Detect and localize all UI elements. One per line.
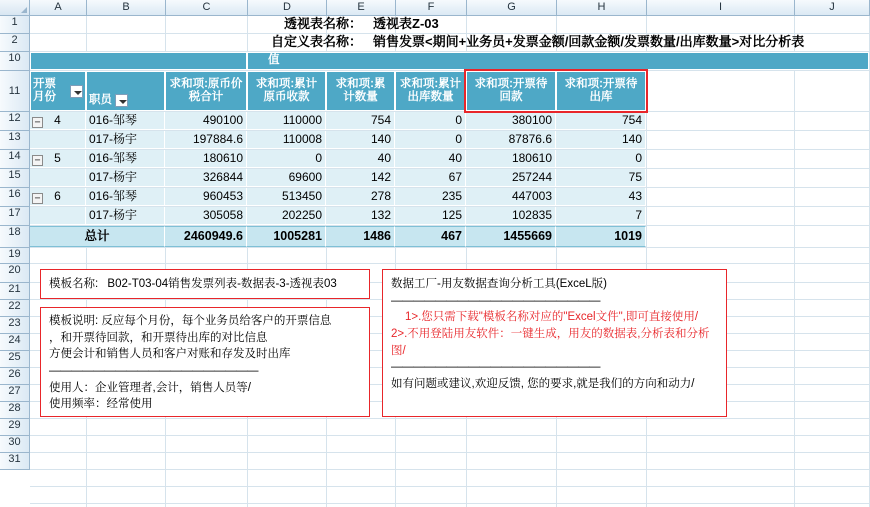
grand-total-cell: 1005281 <box>247 226 326 247</box>
table-cell: 180610 <box>165 150 247 168</box>
note-template-name-label: 模板名称: <box>49 278 99 290</box>
note-tool-red-line-1: 1>.您只需下载"模板名称对应的"Excel文件",即可直接使用/ <box>405 311 699 324</box>
row-header-12[interactable]: 12 <box>0 112 30 131</box>
column-header-a[interactable]: A <box>30 0 87 16</box>
pivot-table-name-value: 透视表Z-03 <box>373 16 439 32</box>
table-row-month-6 <box>30 207 86 225</box>
expand-collapse-icon-1[interactable]: − <box>32 117 43 128</box>
table-cell: 202250 <box>247 207 326 225</box>
table-cell: 102835 <box>466 207 556 225</box>
table-cell: 257244 <box>466 169 556 187</box>
table-cell: 0 <box>395 131 466 149</box>
grid-area <box>30 16 870 507</box>
table-cell: 305058 <box>165 207 247 225</box>
note-tool-info <box>382 269 727 417</box>
row-header-29[interactable]: 29 <box>0 419 30 436</box>
row-header-21[interactable]: 21 <box>0 283 30 300</box>
grand-total-cell: 1486 <box>326 226 395 247</box>
grand-total-cell: 2460949.6 <box>165 226 247 247</box>
table-cell: 278 <box>326 188 395 206</box>
column-header-f[interactable]: F <box>396 0 467 16</box>
grand-total-cell: 1019 <box>556 226 646 247</box>
row-header-26[interactable]: 26 <box>0 368 30 385</box>
pivot-col-header-2: 求和项:累计原币收款 <box>247 71 326 111</box>
table-cell: 110008 <box>247 131 326 149</box>
row-header-11[interactable]: 11 <box>0 71 30 112</box>
column-header-i[interactable]: I <box>647 0 795 16</box>
table-cell: 7 <box>556 207 646 225</box>
note-tool-separator-1: ——————————————————— <box>391 294 600 307</box>
row-header-10[interactable]: 10 <box>0 52 30 71</box>
note-desc-line-3: 方便会计和销售人员和客户对账和存发及时出库 <box>49 348 291 361</box>
pivot-rowfield-staff[interactable] <box>86 71 165 111</box>
row-header-13[interactable]: 13 <box>0 131 30 150</box>
custom-table-name-value: 销售发票<期间+业务员+发票金额/回款金额/发票数量/出库数量>对比分析表 <box>373 34 805 50</box>
column-header-h[interactable]: H <box>557 0 647 16</box>
table-cell: 960453 <box>165 188 247 206</box>
pivot-values-label: 值 <box>247 52 869 70</box>
table-row-month-1: 4 <box>30 112 86 130</box>
column-header-j[interactable]: J <box>795 0 870 16</box>
note-tool-footer: 如有问题或建议,欢迎反馈, 您的要求,就是我们的方向和动力/ <box>391 378 695 391</box>
column-header-e[interactable]: E <box>327 0 396 16</box>
grand-total-cell: 1455669 <box>466 226 556 247</box>
column-header-g[interactable]: G <box>467 0 557 16</box>
table-row-staff-2: 017-杨宇 <box>86 131 165 149</box>
expand-collapse-icon-2[interactable]: − <box>32 155 43 166</box>
expand-collapse-icon-3[interactable]: − <box>32 193 43 204</box>
table-row-staff-3: 016-邹琴 <box>86 150 165 168</box>
table-row-month-3: 5 <box>30 150 86 168</box>
note-desc-line-4: 使用人：企业管理者,会计，销售人员等/ <box>49 381 251 394</box>
row-header-19[interactable]: 19 <box>0 248 30 264</box>
row-header-16[interactable]: 16 <box>0 188 30 207</box>
table-cell: 326844 <box>165 169 247 187</box>
table-cell: 490100 <box>165 112 247 130</box>
pivot-rowfield-month-label: 开票月份 <box>33 77 56 103</box>
table-row-staff-1: 016-邹琴 <box>86 112 165 130</box>
row-header-17[interactable]: 17 <box>0 207 30 226</box>
grand-total-label: 总计 <box>30 226 165 247</box>
table-cell: 67 <box>395 169 466 187</box>
row-header-27[interactable]: 27 <box>0 385 30 402</box>
note-desc-line-2: ，和开票待回款，和开票待出库的对比信息 <box>49 331 268 344</box>
table-cell: 75 <box>556 169 646 187</box>
table-cell: 110000 <box>247 112 326 130</box>
table-cell: 0 <box>247 150 326 168</box>
row-header-20[interactable]: 20 <box>0 264 30 283</box>
row-header-column <box>0 16 30 470</box>
pivot-col-header-1: 求和项:原币价税合计 <box>165 71 247 111</box>
pivot-col-header-3: 求和项:累计数量 <box>326 71 395 111</box>
table-cell: 754 <box>326 112 395 130</box>
note-tool-separator-2: ——————————————————— <box>391 361 600 374</box>
pivot-col-header-5: 求和项:开票待回款 <box>466 71 556 111</box>
table-cell: 235 <box>395 188 466 206</box>
column-header-d[interactable]: D <box>248 0 327 16</box>
table-cell: 125 <box>395 207 466 225</box>
table-cell: 513450 <box>247 188 326 206</box>
table-cell: 142 <box>326 169 395 187</box>
pivot-col-header-6: 求和项:开票待出库 <box>556 71 646 111</box>
pivot-rowfield-corner-top <box>30 52 247 70</box>
note-tool-red-line-2: 2>.不用登陆用友软件：一键生成，用友的数据表,分析表和分析图/ <box>391 328 710 357</box>
row-header-31[interactable]: 31 <box>0 453 30 470</box>
column-header-c[interactable]: C <box>166 0 248 16</box>
table-cell: 447003 <box>466 188 556 206</box>
note-desc-line-5: 使用频率：经常使用 <box>49 398 153 411</box>
row-header-24[interactable]: 24 <box>0 334 30 351</box>
note-template-name <box>40 269 370 299</box>
table-row-month-2 <box>30 131 86 149</box>
table-cell: 40 <box>395 150 466 168</box>
column-header-b[interactable]: B <box>87 0 166 16</box>
table-cell: 40 <box>326 150 395 168</box>
note-template-description <box>40 307 370 417</box>
table-cell: 140 <box>556 131 646 149</box>
row-header-28[interactable]: 28 <box>0 402 30 419</box>
table-row-month-4 <box>30 169 86 187</box>
pivot-col-header-4: 求和项:累计出库数量 <box>395 71 466 111</box>
row-header-14[interactable]: 14 <box>0 150 30 169</box>
grand-total-cell: 467 <box>395 226 466 247</box>
note-desc-separator: ——————————————————— <box>49 365 258 378</box>
table-cell: 180610 <box>466 150 556 168</box>
note-tool-title: 数据工厂-用友数据查询分析工具(ExceL版) <box>391 278 607 290</box>
row-header-30[interactable]: 30 <box>0 436 30 453</box>
row-header-23[interactable]: 23 <box>0 317 30 334</box>
table-cell: 380100 <box>466 112 556 130</box>
table-cell: 132 <box>326 207 395 225</box>
pivot-table-name-label: 透视表名称： <box>283 16 362 32</box>
table-cell: 69600 <box>247 169 326 187</box>
table-cell: 140 <box>326 131 395 149</box>
custom-table-name-label: 自定义表名称： <box>270 34 362 50</box>
table-row-staff-4: 017-杨宇 <box>86 169 165 187</box>
row-header-2[interactable]: 2 <box>0 34 30 52</box>
row-header-25[interactable]: 25 <box>0 351 30 368</box>
row-header-1[interactable]: 1 <box>0 16 30 34</box>
table-cell: 197884.6 <box>165 131 247 149</box>
table-row-staff-5: 016-邹琴 <box>86 188 165 206</box>
select-all-corner[interactable] <box>0 0 30 16</box>
row-header-22[interactable]: 22 <box>0 300 30 317</box>
table-row-staff-6: 017-杨宇 <box>86 207 165 225</box>
filter-dropdown-icon[interactable] <box>70 85 83 98</box>
table-cell: 87876.6 <box>466 131 556 149</box>
pivot-rowfield-month[interactable] <box>30 71 86 111</box>
row-header-18[interactable]: 18 <box>0 226 30 248</box>
filter-dropdown-icon-2[interactable] <box>115 94 128 107</box>
row-header-15[interactable]: 15 <box>0 169 30 188</box>
pivot-rowfield-staff-label: 职员 <box>89 93 112 106</box>
column-header-row <box>0 0 870 16</box>
table-cell: 0 <box>395 112 466 130</box>
note-desc-line-1: 模板说明: 反应每个月份，每个业务员给客户的开票信息 <box>49 315 332 327</box>
note-template-name-value: B02-T03-04销售发票列表-数据表-3-透视表03 <box>107 278 337 290</box>
table-cell: 0 <box>556 150 646 168</box>
table-cell: 754 <box>556 112 646 130</box>
table-row-month-5: 6 <box>30 188 86 206</box>
table-cell: 43 <box>556 188 646 206</box>
